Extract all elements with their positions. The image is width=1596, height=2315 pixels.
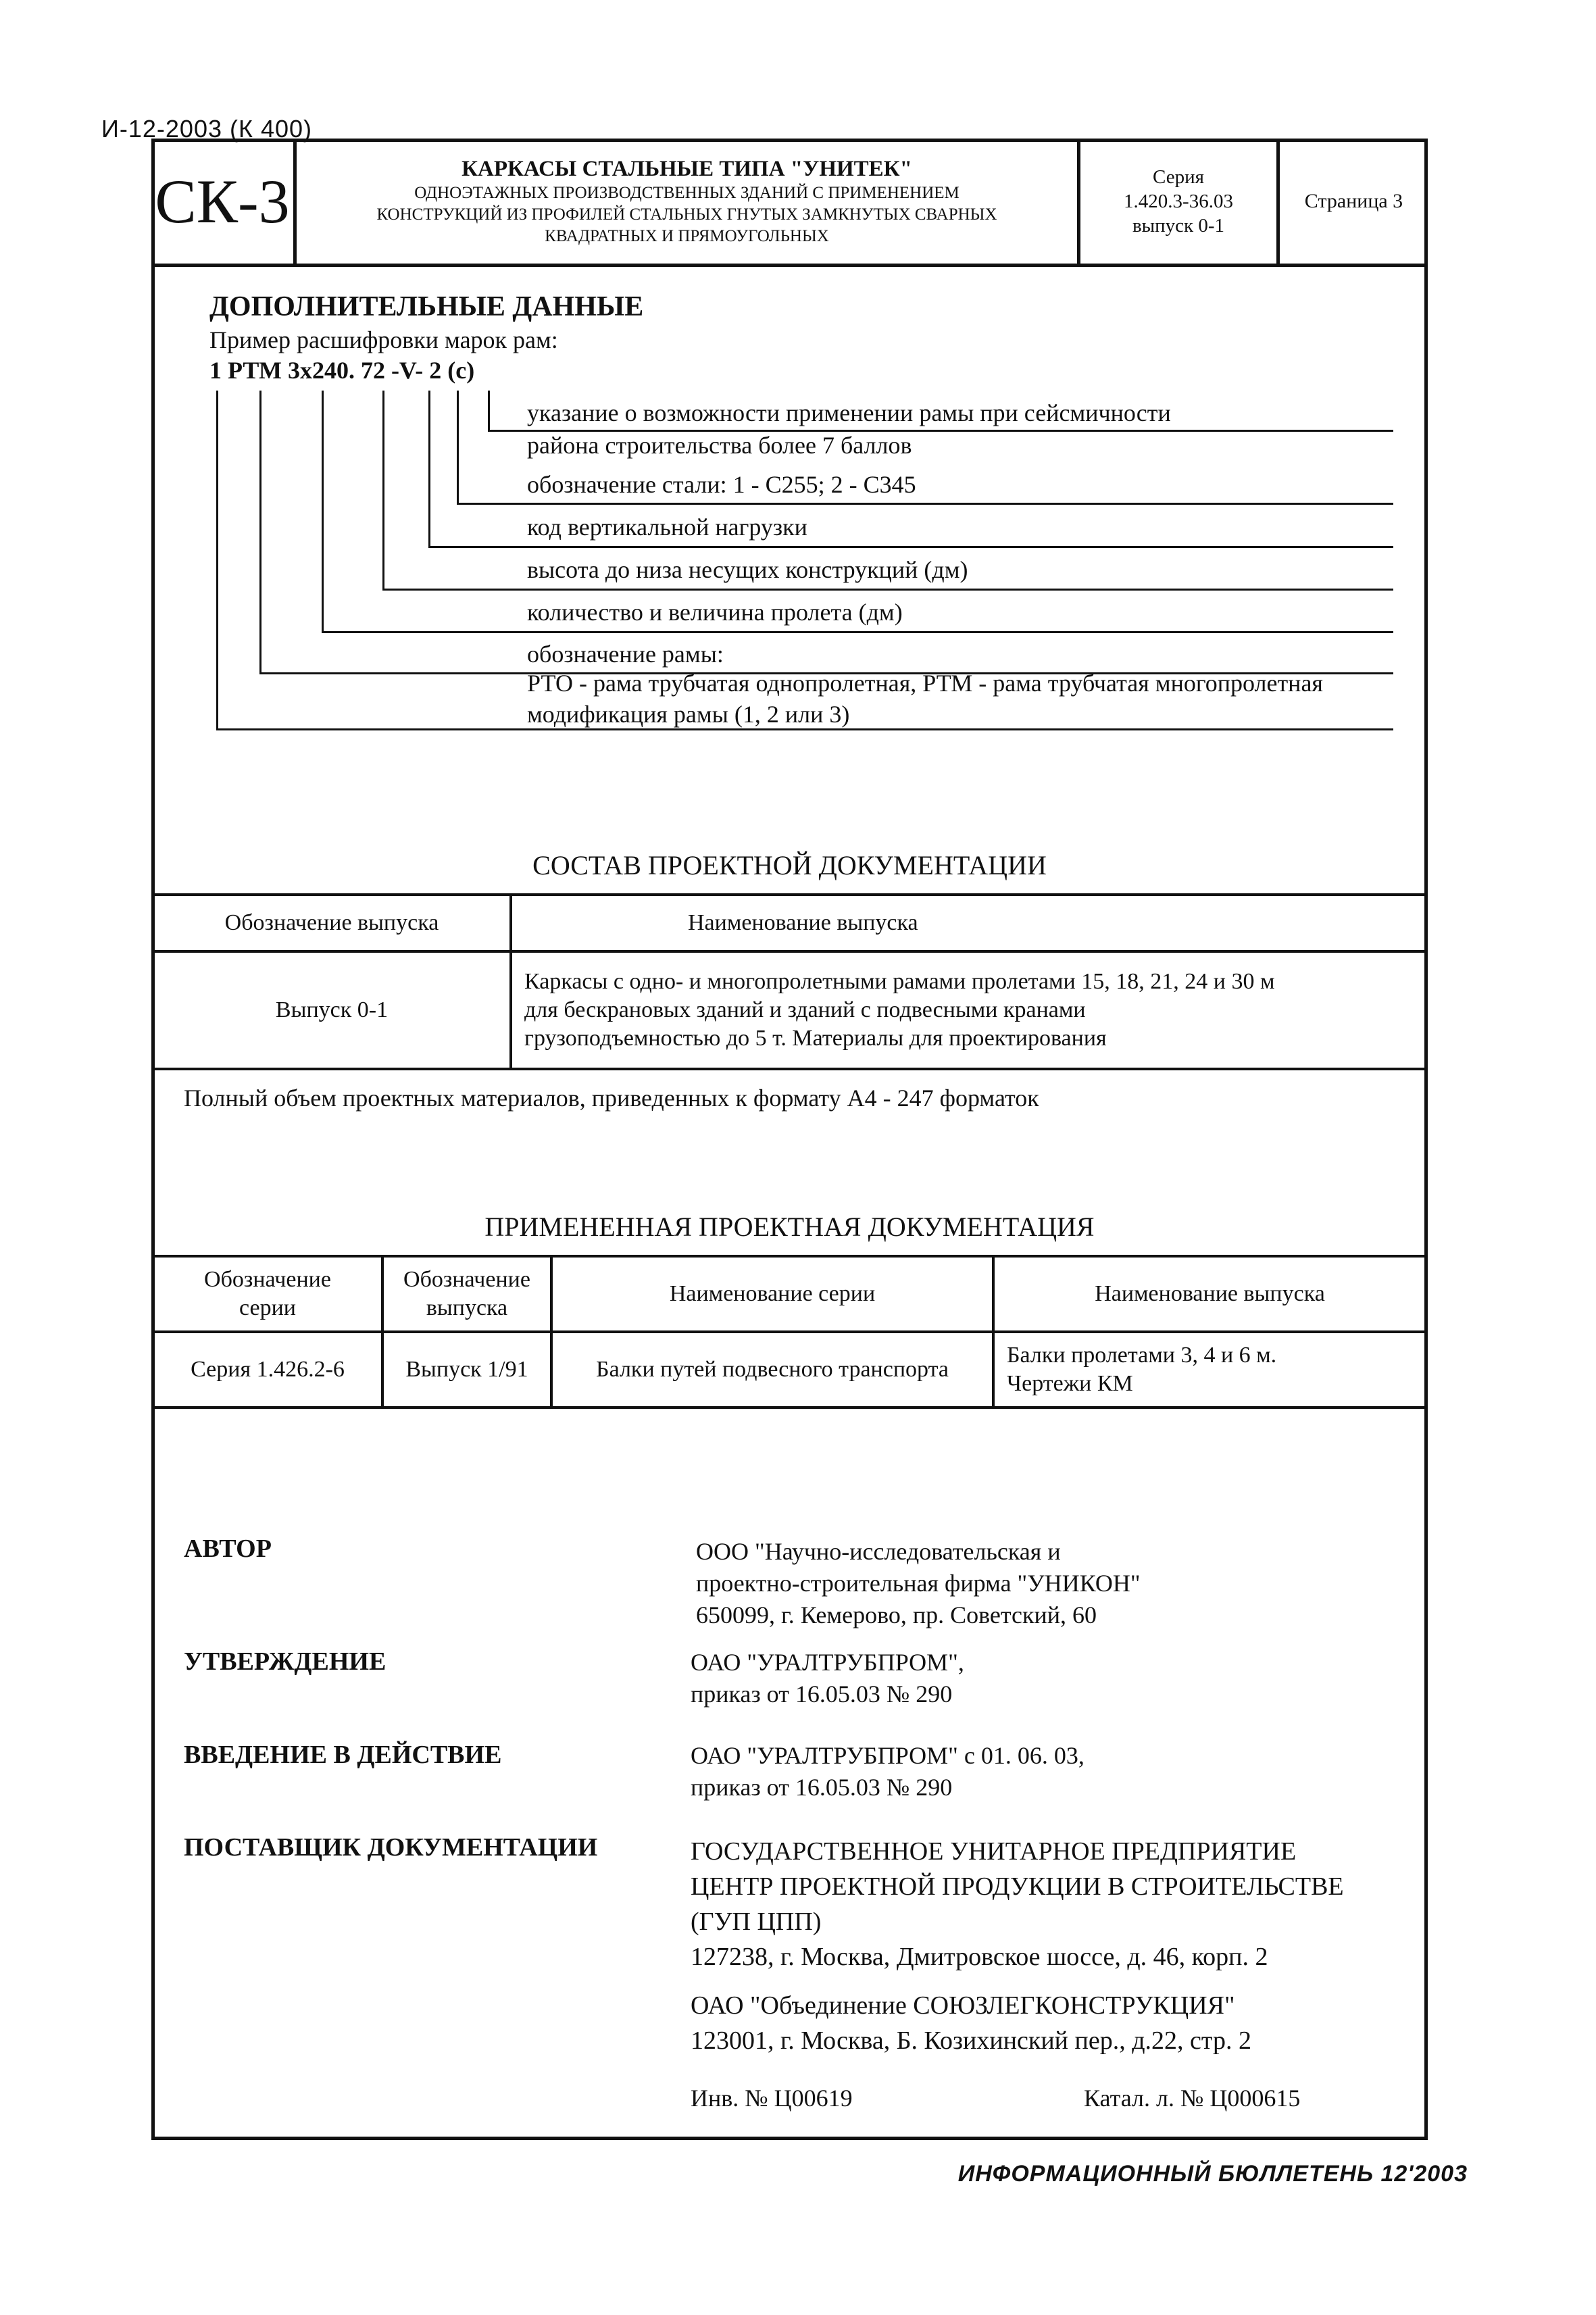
- stamp-title-line: КВАДРАТНЫХ И ПРЯМОУГОЛЬНЫХ: [545, 226, 829, 245]
- header-cell: [153, 1256, 382, 1332]
- header-cell: Наименование выпуска: [511, 895, 1426, 951]
- composition-table: [151, 893, 1428, 1070]
- catalog-number: Катал. л. № Ц000615: [1084, 2085, 1301, 2112]
- approval-line: ОАО "УРАЛТРУБПРОМ",: [691, 1649, 964, 1676]
- header-line: серии: [239, 1295, 296, 1320]
- explanation-line: района строительства более 7 баллов: [527, 432, 912, 459]
- header-cell: Наименование серии: [551, 1256, 993, 1332]
- applied-title: ПРИМЕНЕННАЯ ПРОЕКТНАЯ ДОКУМЕНТАЦИЯ: [484, 1212, 1095, 1242]
- stamp-title-main: КАРКАСЫ СТАЛЬНЫЕ ТИПА "УНИТЕК": [462, 156, 912, 181]
- stamp-series: [1080, 139, 1280, 267]
- union-line: 123001, г. Москва, Б. Козихинский пер., д.22, стр. 2: [691, 2026, 1251, 2055]
- union-value: [691, 1988, 1251, 2058]
- supplier-value: [691, 1834, 1344, 1974]
- author-label: АВТОР: [184, 1535, 272, 1563]
- example-label: Пример расшифровки марок рам:: [209, 326, 558, 353]
- stamp-page: Страница 3: [1280, 139, 1428, 267]
- header-line: Обозначение: [403, 1267, 530, 1292]
- stamp-title: [297, 139, 1080, 267]
- name-line: грузоподъемностью до 5 т. Материалы для проектирования: [524, 1026, 1107, 1051]
- explanation-line: обозначение рамы:: [527, 641, 724, 668]
- approval-label: УТВЕРЖДЕНИЕ: [184, 1647, 386, 1676]
- series-name-cell: Балки путей подвесного транспорта: [551, 1332, 993, 1408]
- stamp-title-line: КОНСТРУКЦИЙ ИЗ ПРОФИЛЕЙ СТАЛЬНЫХ ГНУТЫХ ЗАМКНУТЫХ СВАРНЫХ: [376, 205, 997, 224]
- approval-value: [691, 1647, 964, 1710]
- name-line: Каркасы с одно- и многопролетными рамами пролетами 15, 18, 21, 24 и 30 м: [524, 969, 1275, 994]
- enact-line: приказ от 16.05.03 № 290: [691, 1774, 953, 1801]
- header-cell: Наименование выпуска: [993, 1256, 1426, 1332]
- table-row: [153, 1332, 1426, 1408]
- issue-name-cell: [993, 1332, 1426, 1408]
- union-line: ОАО "Объединение СОЮЗЛЕГКОНСТРУКЦИЯ": [691, 1991, 1235, 2020]
- author-line: ООО "Научно-исследовательская и: [696, 1538, 1061, 1565]
- explanation-line: указание о возможности применении рамы при сейсмичности: [527, 399, 1171, 426]
- issue-name-line: Чертежи КМ: [1007, 1371, 1133, 1396]
- enact-label: ВВЕДЕНИЕ В ДЕЙСТВИЕ: [184, 1741, 502, 1769]
- explanation-line: высота до низа несущих конструкций (дм): [527, 556, 968, 583]
- table-header-row: [153, 1256, 1426, 1332]
- inventory-number: Инв. № Ц00619: [691, 2085, 853, 2112]
- author-line: проектно-строительная фирма "УНИКОН": [696, 1570, 1141, 1597]
- approval-line: приказ от 16.05.03 № 290: [691, 1681, 953, 1708]
- series-cell: Серия 1.426.2-6: [153, 1332, 382, 1408]
- series-issue: выпуск 0-1: [1132, 214, 1225, 237]
- header-line: выпуска: [426, 1295, 508, 1320]
- designation-cell: Выпуск 0-1: [153, 951, 511, 1069]
- name-cell: [511, 951, 1426, 1069]
- supplier-line: ЦЕНТР ПРОЕКТНОЙ ПРОДУКЦИИ В СТРОИТЕЛЬСТВЕ: [691, 1872, 1344, 1901]
- table-row: [153, 951, 1426, 1069]
- supplier-label: ПОСТАВЩИК ДОКУМЕНТАЦИИ: [184, 1833, 598, 1862]
- supplier-line: 127238, г. Москва, Дмитровское шоссе, д. 46, корп. 2: [691, 1943, 1268, 1971]
- series-label: Серия: [1153, 166, 1204, 188]
- supplier-line: (ГУП ЦПП): [691, 1908, 822, 1936]
- example-mark: 1 РТМ 3х240. 72 -V- 2 (с): [209, 357, 475, 384]
- issue-name-line: Балки пролетами 3, 4 и 6 м.: [1007, 1343, 1277, 1368]
- author-line: 650099, г. Кемерово, пр. Советский, 60: [696, 1601, 1097, 1628]
- explanation-line: обозначение стали: 1 - С255; 2 - С345: [527, 471, 916, 498]
- explanation-line: модификация рамы (1, 2 или 3): [527, 701, 850, 728]
- composition-title: СОСТАВ ПРОЕКТНОЙ ДОКУМЕНТАЦИИ: [532, 850, 1047, 880]
- bulletin-footer: ИНФОРМАЦИОННЫЙ БЮЛЛЕТЕНЬ 12'2003: [957, 2161, 1468, 2187]
- header-cell: [382, 1256, 551, 1332]
- issue-cell: Выпуск 1/91: [382, 1332, 551, 1408]
- supplier-line: ГОСУДАРСТВЕННОЕ УНИТАРНОЕ ПРЕДПРИЯТИЕ: [691, 1837, 1297, 1866]
- explanation-line: РТО - рама трубчатая однопролетная, РТМ - рама трубчатая многопролетная: [527, 670, 1323, 697]
- explanation-line: количество и величина пролета (дм): [527, 599, 903, 626]
- name-line: для бескрановых зданий и зданий с подвесными кранами: [524, 997, 1086, 1022]
- table-header-row: [153, 895, 1426, 951]
- author-value: [696, 1536, 1141, 1631]
- applied-table: [151, 1255, 1428, 1409]
- series-number: 1.420.3-36.03: [1124, 190, 1233, 212]
- explanation-line: код вертикальной нагрузки: [527, 514, 807, 541]
- enact-value: [691, 1740, 1084, 1803]
- document-code: И-12-2003 (К 400): [101, 115, 312, 143]
- header-line: Обозначение: [204, 1267, 331, 1292]
- total-volume: Полный объем проектных материалов, приведенных к формату А4 - 247 форматок: [184, 1085, 1039, 1112]
- additional-heading: ДОПОЛНИТЕЛЬНЫЕ ДАННЫЕ: [209, 291, 644, 322]
- header-cell: Обозначение выпуска: [153, 895, 511, 951]
- stamp-code: СК-3: [151, 139, 297, 267]
- stamp-title-line: ОДНОЭТАЖНЫХ ПРОИЗВОДСТВЕННЫХ ЗДАНИЙ С ПРИМЕНЕНИЕМ: [414, 183, 959, 202]
- enact-line: ОАО "УРАЛТРУБПРОМ" с 01. 06. 03,: [691, 1742, 1084, 1769]
